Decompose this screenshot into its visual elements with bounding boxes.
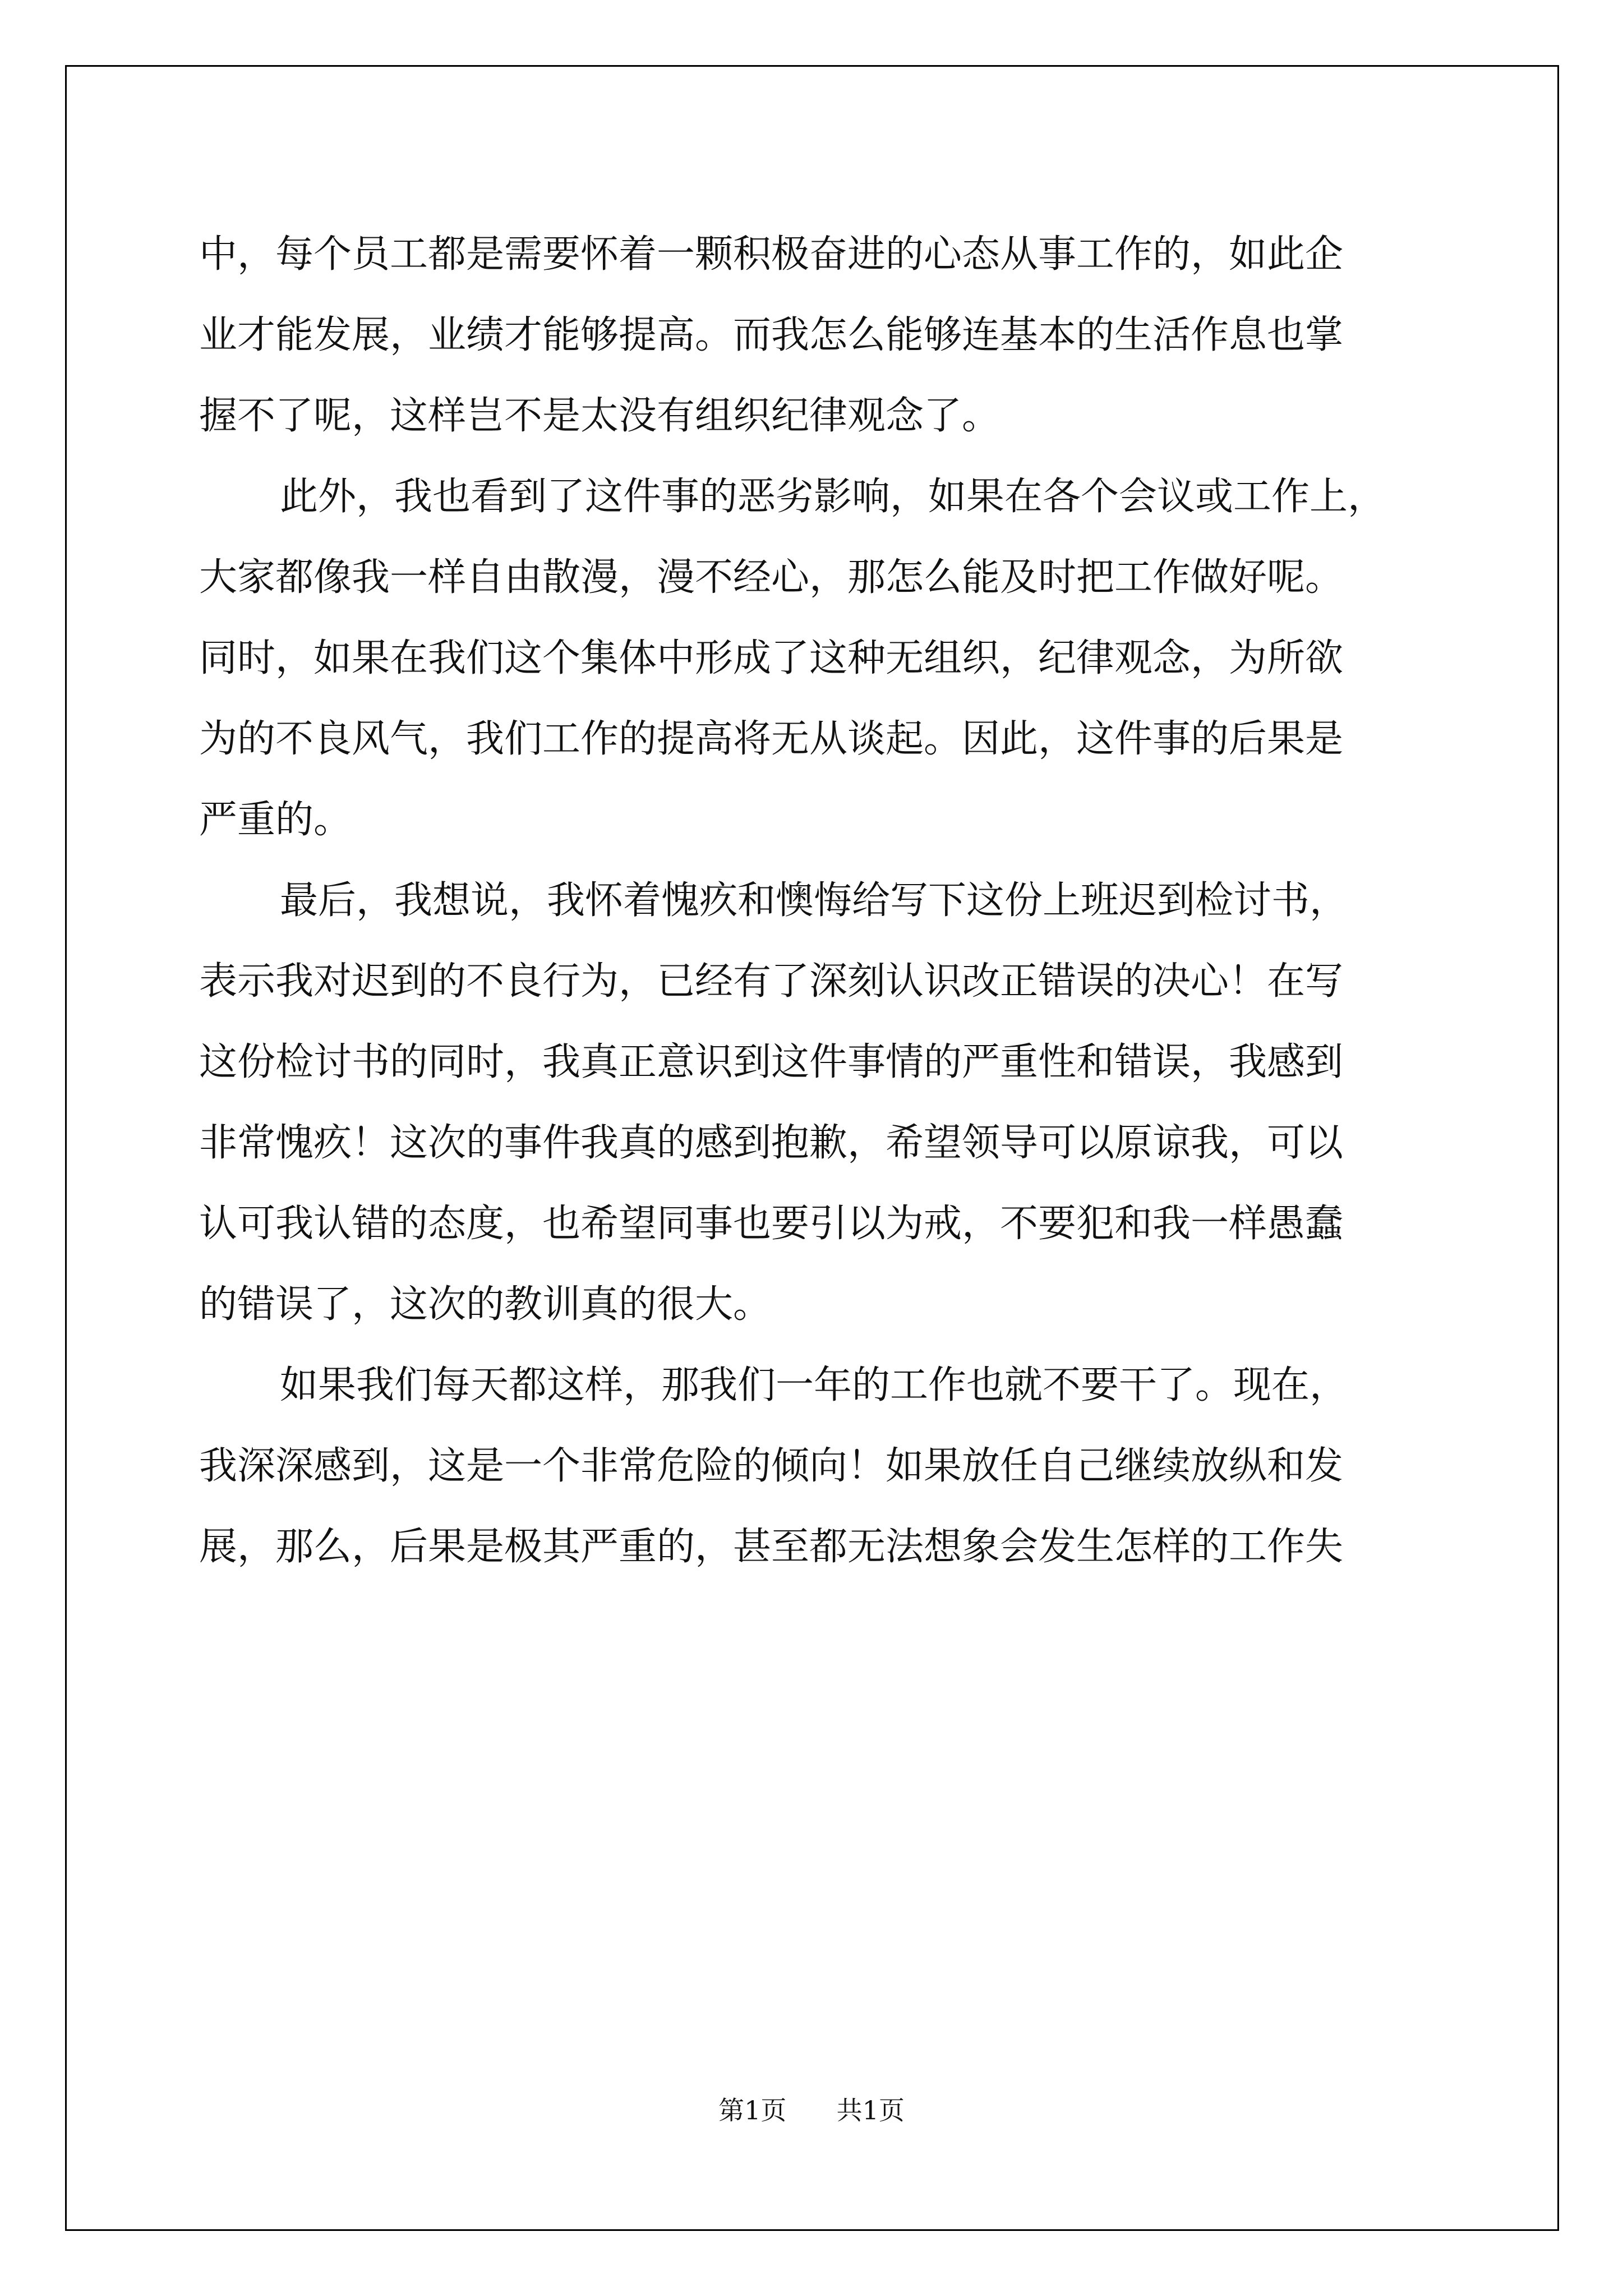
text-line: 严重的。 bbox=[199, 798, 352, 842]
paragraph-2 bbox=[199, 457, 1440, 861]
text-line: 非常愧疚！这次的事件我真的感到抱歉，希望领导可以原谅我，可以 bbox=[199, 1121, 1344, 1165]
text-line: 这份检讨书的同时，我真正意识到这件事情的严重性和错误，我感到 bbox=[199, 1040, 1344, 1084]
page-total: 共1页 bbox=[836, 2095, 905, 2125]
paragraph-3 bbox=[199, 861, 1440, 1345]
text-line: 中，每个员工都是需要怀着一颗积极奋进的心态从事工作的，如此企 bbox=[199, 232, 1344, 277]
text-line: 我深深感到，这是一个非常危险的倾向！如果放任自己继续放纵和发 bbox=[199, 1444, 1344, 1488]
text-line: 认可我认错的态度，也希望同事也要引以为戒，不要犯和我一样愚蠢 bbox=[199, 1202, 1344, 1246]
document-body bbox=[199, 214, 1440, 1588]
page-footer bbox=[0, 2090, 1623, 2127]
text-line: 此外，我也看到了这件事的恶劣影响，如果在各个会议或工作上， bbox=[280, 475, 1386, 519]
text-line: 业才能发展，业绩才能够提高。而我怎么能够连基本的生活作息也掌 bbox=[199, 313, 1344, 357]
page-number: 第1页 bbox=[718, 2095, 787, 2125]
paragraph-4 bbox=[199, 1345, 1440, 1588]
text-line: 大家都像我一样自由散漫，漫不经心，那怎么能及时把工作做好呢。 bbox=[199, 555, 1344, 600]
text-line: 展，那么，后果是极其严重的，甚至都无法想象会发生怎样的工作失 bbox=[199, 1525, 1344, 1569]
text-line: 的错误了，这次的教训真的很大。 bbox=[199, 1282, 772, 1327]
paragraph-1 bbox=[199, 214, 1440, 457]
text-line: 最后，我想说，我怀着愧疚和懊悔给写下这份上班迟到检讨书， bbox=[280, 878, 1348, 923]
text-line: 表示我对迟到的不良行为，已经有了深刻认识改正错误的决心！在写 bbox=[199, 959, 1344, 1004]
text-line: 握不了呢，这样岂不是太没有组织纪律观念了。 bbox=[199, 394, 1000, 438]
text-line: 如果我们每天都这样，那我们一年的工作也就不要干了。现在， bbox=[280, 1363, 1348, 1407]
text-line: 同时，如果在我们这个集体中形成了这种无组织，纪律观念，为所欲 bbox=[199, 636, 1344, 680]
text-line: 为的不良风气，我们工作的提高将无从谈起。因此，这件事的后果是 bbox=[199, 717, 1344, 761]
